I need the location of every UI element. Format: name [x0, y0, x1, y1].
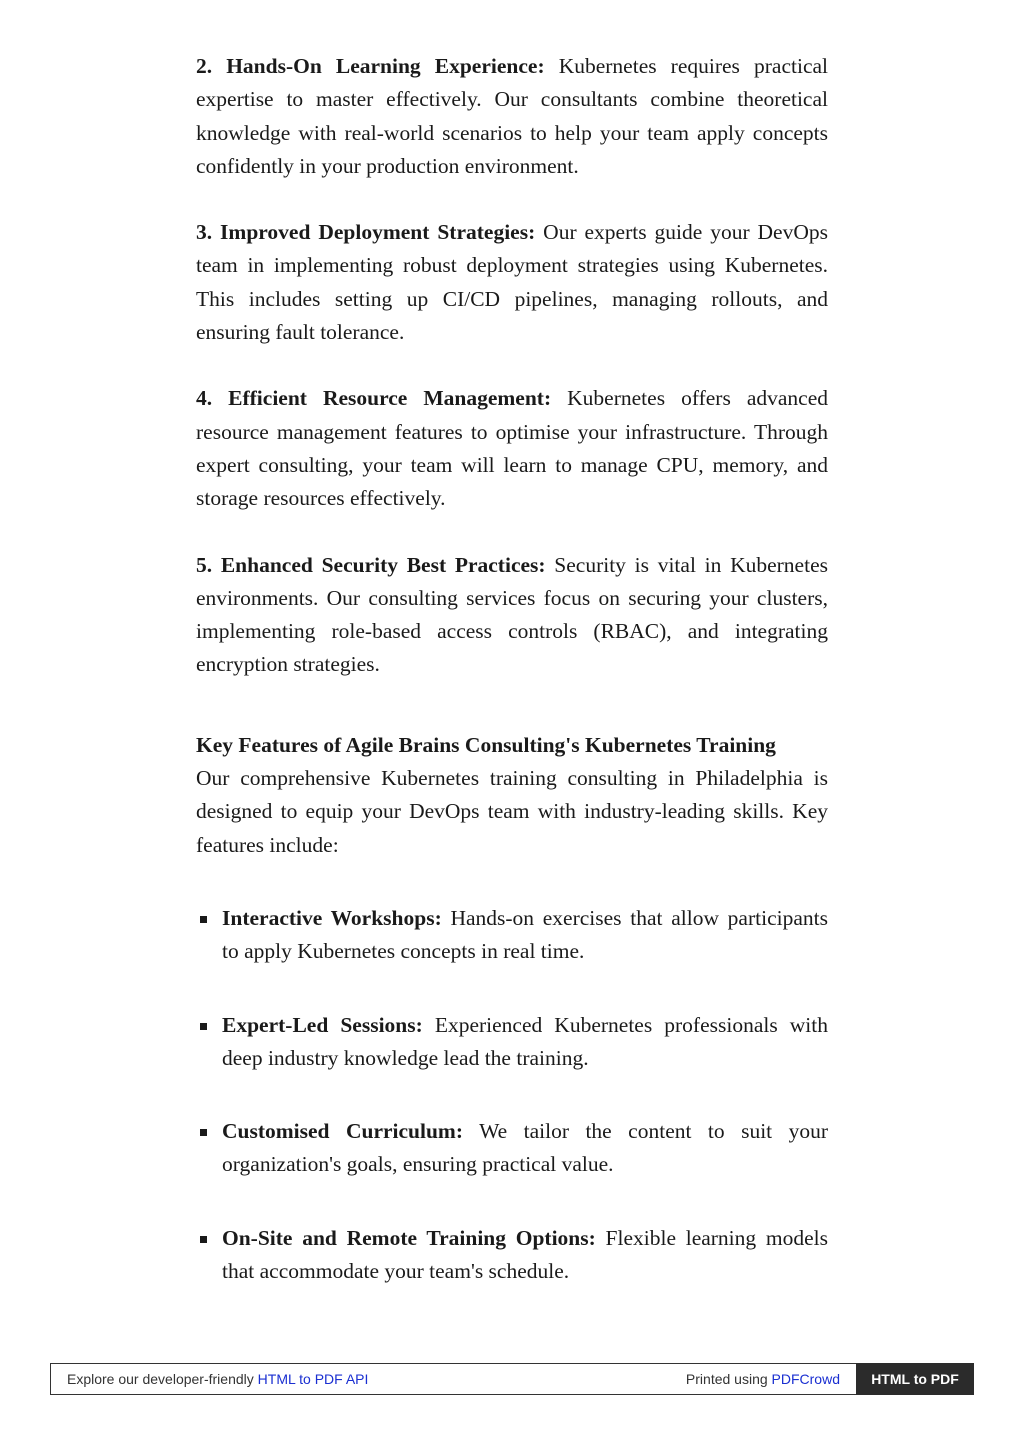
list-item — [196, 1115, 828, 1182]
footer-explore — [51, 1364, 686, 1394]
html-to-pdf-button[interactable]: HTML to PDF — [856, 1363, 974, 1395]
section-title: 4. Efficient Resource Management: — [196, 386, 552, 411]
list-item — [196, 902, 828, 969]
features-list — [196, 902, 828, 1288]
section-text: Security is vital in Kubernetes environments. Our consulting services focus on securing your clusters, implementing role-based access controls (RBAC), and integrating encryption strategies. — [196, 552, 828, 677]
section-text: Kubernetes offers advanced resource management features to optimise your infrastructure. Through expert consulting, your team will learn to manage CPU, memory, and storage resources effectively. — [196, 386, 829, 511]
section-hands-on — [196, 50, 828, 183]
footer-printed-text: Printed using — [685, 1371, 768, 1387]
list-item — [196, 1222, 828, 1289]
section-title: 3. Improved Deployment Strategies: — [196, 220, 536, 245]
footer-explore-text: Explore our developer-friendly — [67, 1371, 254, 1387]
feature-title: Expert-Led Sessions: — [222, 1012, 423, 1037]
key-features-intro: Our comprehensive Kubernetes training consulting in Philadelphia is designed to equip your DevOps team with industry-leading skills. Key features include: — [196, 766, 828, 857]
section-security — [196, 549, 828, 682]
feature-title: Interactive Workshops: — [222, 905, 442, 930]
feature-text: Flexible learning models that accommodate your team's schedule. — [222, 1225, 828, 1284]
section-text: Our experts guide your DevOps team in implementing robust deployment strategies using Kubernetes. This includes setting up CI/CD pipelines, managing rollouts, and ensuring fault tolerance. — [196, 220, 828, 345]
feature-title: Customised Curriculum: — [222, 1119, 464, 1144]
footer-printed — [686, 1364, 856, 1394]
list-item — [196, 1009, 828, 1076]
document-body — [196, 50, 828, 1310]
square-bullet-icon — [200, 1236, 207, 1243]
square-bullet-icon — [200, 1129, 207, 1136]
section-title: 5. Enhanced Security Best Practices: — [196, 552, 546, 577]
pdfcrowd-link[interactable]: PDFCrowd — [771, 1371, 840, 1387]
feature-title: On-Site and Remote Training Options: — [222, 1225, 596, 1250]
section-deployment — [196, 216, 828, 349]
key-features-block — [196, 729, 828, 862]
square-bullet-icon — [200, 1023, 207, 1030]
section-text: Kubernetes requires practical expertise to master effectively. Our consultants combine theoretical knowledge with real-world scenarios to help your team apply concepts confidently in your production environment. — [196, 54, 829, 178]
feature-text: Experienced Kubernetes professionals with deep industry knowledge lead the training. — [222, 1012, 828, 1070]
pdf-footer-bar — [50, 1363, 974, 1395]
square-bullet-icon — [200, 916, 207, 923]
section-resource — [196, 382, 828, 515]
html-to-pdf-api-link[interactable]: HTML to PDF API — [257, 1371, 369, 1387]
feature-text: We tailor the content to suit your organization's goals, ensuring practical value. — [222, 1119, 829, 1177]
key-features-heading: Key Features of Agile Brains Consulting's Kubernetes Training — [196, 732, 776, 757]
section-title: 2. Hands-On Learning Experience: — [196, 54, 545, 78]
feature-text: Hands-on exercises that allow participants to apply Kubernetes concepts in real time. — [222, 905, 828, 964]
